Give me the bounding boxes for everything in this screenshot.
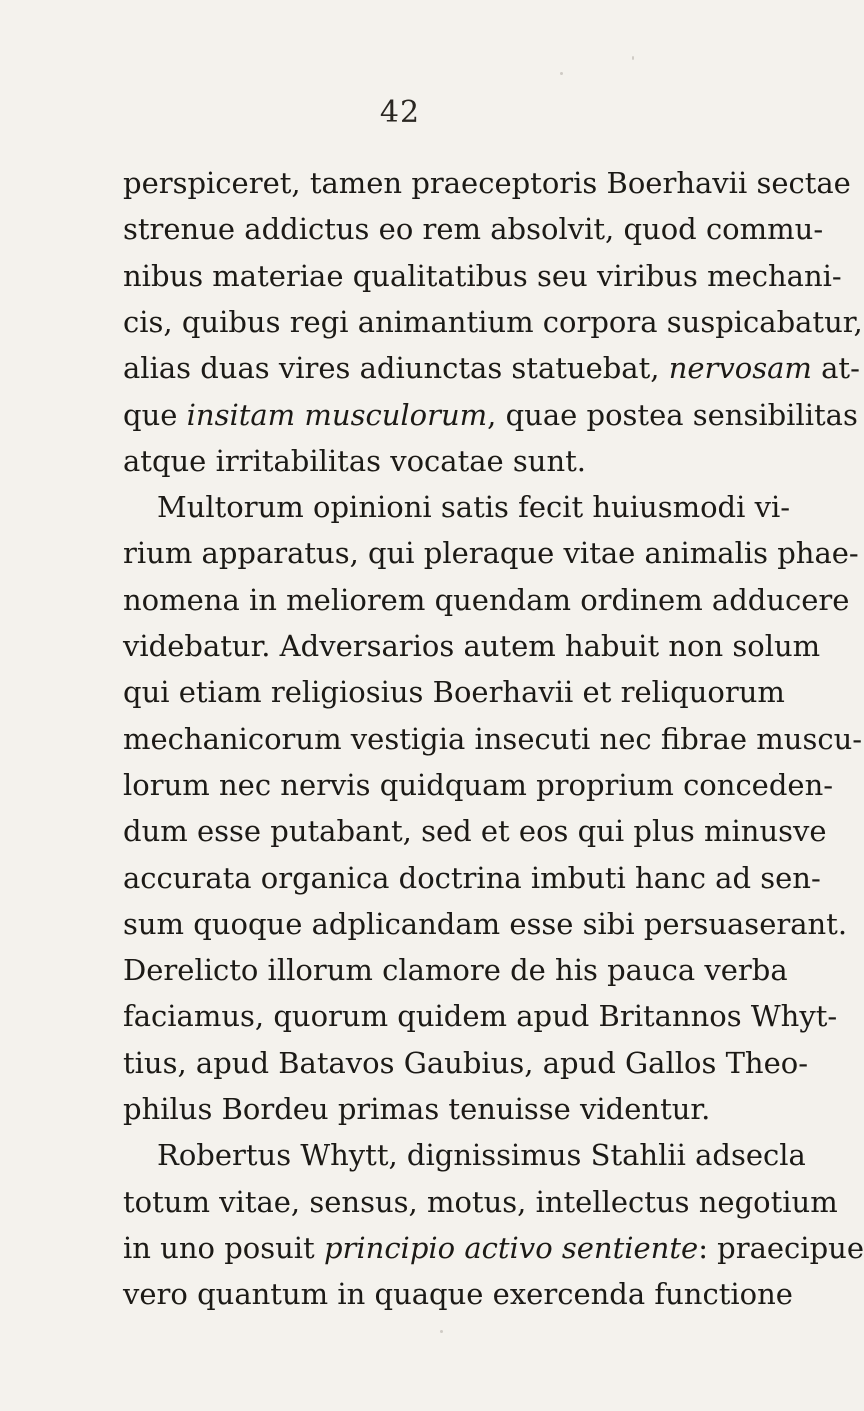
text-segment: mechanicorum vestigia insecuti nec fibrae muscu- [123, 722, 863, 756]
text-line [123, 577, 850, 623]
text-segment: dum esse putabant, sed et eos qui plus minusve [123, 814, 827, 848]
paper-speck [560, 72, 563, 75]
text-line [123, 716, 863, 762]
text-line [123, 1086, 711, 1132]
text-line [123, 993, 838, 1039]
text-line [123, 623, 821, 669]
text-segment: accurata organica doctrina imbuti hanc ad sen- [123, 861, 821, 895]
text-line [123, 947, 788, 993]
italic-term: principio activo sentiente [323, 1231, 699, 1265]
text-segment: qui etiam religiosius Boerhavii et reliquorum [123, 675, 785, 709]
text-segment: perspiceret, tamen praeceptoris Boerhavii sectae [123, 166, 851, 200]
text-segment: Multorum opinioni satis fecit huiusmodi vi- [157, 490, 791, 524]
text-line [157, 484, 791, 530]
text-segment: rium apparatus, qui pleraque vitae animalis phae- [123, 536, 859, 570]
paper-speck [440, 1330, 443, 1333]
text-line [123, 530, 859, 576]
text-segment: , quae postea sensibilitas [487, 398, 858, 432]
text-line [123, 901, 848, 947]
text-line [123, 345, 860, 391]
text-line [123, 1040, 809, 1086]
text-segment: tius, apud Batavos Gaubius, apud Gallos Theo- [123, 1046, 809, 1080]
text-line [123, 1225, 864, 1271]
italic-term: insitam musculorum [186, 398, 488, 432]
text-line [123, 253, 842, 299]
text-segment: : praecipue [698, 1231, 864, 1265]
text-line [123, 299, 863, 345]
text-segment: at- [811, 351, 860, 385]
text-segment: philus Bordeu primas tenuisse videntur. [123, 1092, 711, 1126]
text-line [123, 808, 827, 854]
text-line [157, 1132, 806, 1178]
text-line [123, 160, 851, 206]
text-segment: cis, quibus regi animantium corpora suspicabatur, [123, 305, 863, 339]
text-segment: lorum nec nervis quidquam proprium conceden- [123, 768, 834, 802]
text-line [123, 438, 680, 484]
paper-speck [632, 56, 634, 60]
text-segment: videbatur. Adversarios autem habuit non solum [123, 629, 821, 663]
text-line [123, 669, 785, 715]
text-segment: alias duas vires adiunctas statuebat, [123, 351, 669, 385]
text-segment: totum vitae, sensus, motus, intellectus negotium [123, 1185, 838, 1219]
text-segment: atque irritabilitas vocatae sunt. [123, 444, 587, 478]
text-line [123, 206, 824, 252]
text-line [123, 855, 821, 901]
text-segment: faciamus, quorum quidem apud Britannos Whyt- [123, 999, 838, 1033]
text-segment: Derelicto illorum clamore de his pauca verba [123, 953, 788, 987]
text-segment: nibus materiae qualitatibus seu viribus mechani- [123, 259, 842, 293]
text-line [123, 1271, 793, 1317]
text-segment: nomena in meliorem quendam ordinem adducere [123, 583, 850, 617]
text-line [123, 1179, 838, 1225]
text-segment: strenue addictus eo rem absolvit, quod commu- [123, 212, 824, 246]
text-segment: vero quantum in quaque exercenda functione [123, 1277, 793, 1311]
text-segment: in uno posuit [123, 1231, 324, 1265]
text-line [123, 392, 858, 438]
text-segment: sum quoque adplicandam esse sibi persuaserant. [123, 907, 848, 941]
text-line [123, 762, 834, 808]
page-number: 42 [379, 95, 421, 130]
text-segment: Robertus Whytt, dignissimus Stahlii adsecla [157, 1138, 806, 1172]
text-segment: que [123, 398, 187, 432]
italic-term: nervosam [668, 351, 812, 385]
